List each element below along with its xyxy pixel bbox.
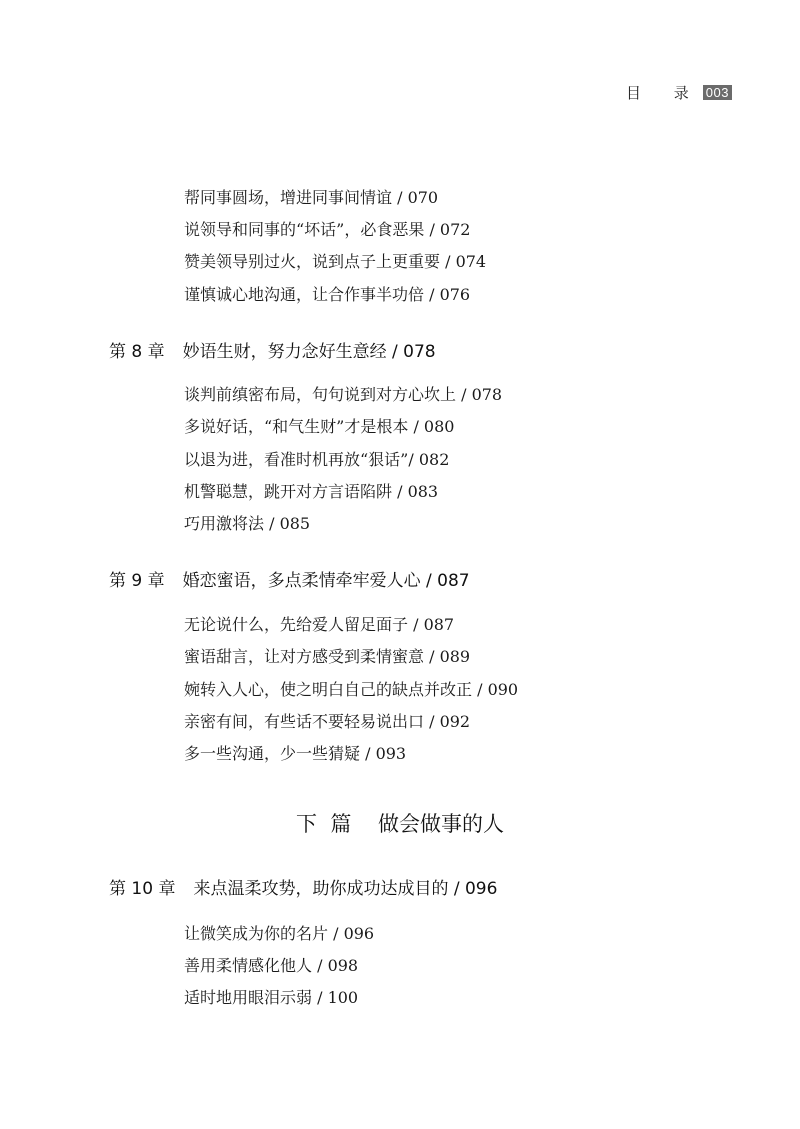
chapter-number: 第 9 章 (109, 571, 165, 591)
chapter-title: 来点温柔攻势，助你成功达成目的 / 096 (193, 879, 498, 899)
chapter-title: 妙语生财，努力念好生意经 / 078 (182, 342, 436, 362)
page-number: 003 (703, 85, 732, 100)
toc-entry[interactable]: 以退为进，看准时机再放“狠话”/ 082 (184, 450, 450, 469)
running-header (626, 82, 732, 103)
toc-entry[interactable]: 婉转入人心，使之明白自己的缺点并改正 / 090 (184, 680, 519, 699)
chapter-heading[interactable] (109, 569, 470, 593)
chapter-heading[interactable] (109, 877, 497, 901)
toc-entry[interactable]: 善用柔情感化他人 / 098 (184, 956, 359, 975)
toc-entry[interactable]: 多一些沟通，少一些猜疑 / 093 (184, 744, 407, 763)
chapter-heading[interactable] (109, 340, 436, 364)
toc-entry[interactable]: 多说好话，“和气生财”才是根本 / 080 (184, 417, 455, 436)
toc-entry[interactable]: 机警聪慧，跳开对方言语陷阱 / 083 (184, 482, 439, 501)
toc-entry[interactable]: 蜜语甜言，让对方感受到柔情蜜意 / 089 (184, 647, 471, 666)
toc-entry[interactable]: 帮同事圆场，增进同事间情谊 / 070 (184, 188, 439, 207)
chapter-number: 第 10 章 (109, 879, 176, 899)
toc-entry[interactable]: 巧用激将法 / 085 (184, 514, 311, 533)
toc-entry[interactable]: 赞美领导别过火，说到点子上更重要 / 074 (184, 252, 487, 271)
toc-entry[interactable]: 无论说什么，先给爱人留足面子 / 087 (184, 615, 455, 634)
toc-entry[interactable]: 谨慎诚心地沟通，让合作事半功倍 / 076 (184, 285, 471, 304)
part-title: 下 篇 做会做事的人 (295, 812, 505, 836)
toc-entry[interactable]: 谈判前缜密布局，句句说到对方心坎上 / 078 (184, 385, 503, 404)
chapter-number: 第 8 章 (109, 342, 165, 362)
header-title: 目 录 (626, 84, 703, 102)
chapter-title: 婚恋蜜语，多点柔情牵牢爱人心 / 087 (182, 571, 470, 591)
toc-entry[interactable]: 适时地用眼泪示弱 / 100 (184, 988, 359, 1007)
toc-entry[interactable]: 让微笑成为你的名片 / 096 (184, 924, 375, 943)
toc-entry[interactable]: 亲密有间，有些话不要轻易说出口 / 092 (184, 712, 471, 731)
toc-entry[interactable]: 说领导和同事的“坏话”，必食恶果 / 072 (184, 220, 471, 239)
